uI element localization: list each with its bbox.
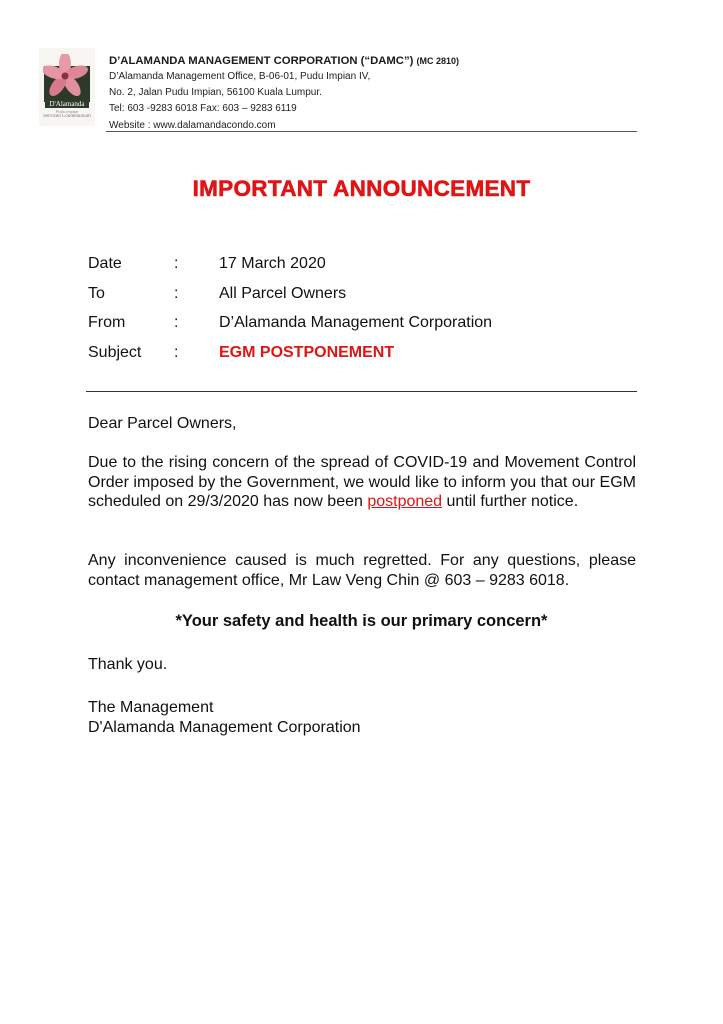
logo-name: D'Alamanda: [45, 100, 89, 108]
contact-line: Tel: 603 -9283 6018 Fax: 603 – 9283 6119: [109, 103, 297, 115]
memo-label: Subject: [88, 343, 142, 361]
address-line-1: D’Alamanda Management Office, B-06-01, Pudu Impian IV,: [109, 71, 371, 82]
mc-number: (MC 2810): [416, 56, 460, 66]
memo-value: D’Alamanda Management Corporation: [219, 314, 493, 331]
closing: Thank you.: [88, 656, 168, 673]
flower-logo-icon: [43, 54, 89, 100]
memo-value: 17 March 2020: [219, 255, 326, 272]
logo-subtitle: Pudu Impian: [55, 109, 79, 114]
letterhead-divider: [106, 131, 637, 132]
corporation-title: D’ALAMANDA MANAGEMENT CORPORATION (“DAMC”): [109, 55, 414, 67]
corporation-name: [109, 54, 459, 69]
body-paragraph-1: [88, 453, 636, 512]
memo-divider: [86, 391, 637, 392]
memo-separator: :: [174, 314, 179, 331]
paragraph-text: Due to the rising concern of the spread of COVID-19 and Movement Control Order imposed by the Government, we would like to inform you that our EGM scheduled on 29/3/2020 has now been: [88, 454, 636, 510]
memo-separator: :: [174, 284, 179, 302]
safety-note: *Your safety and health is our primary concern*: [175, 612, 548, 630]
memo-separator: :: [174, 255, 179, 272]
paragraph-text: until further notice.: [442, 493, 579, 510]
memo-label: Date: [88, 255, 122, 272]
signature-line-2: D'Alamanda Management Corporation: [88, 718, 361, 736]
memo-label: From: [88, 314, 126, 331]
memo-separator: :: [174, 343, 179, 361]
postponed-highlight: postponed: [367, 493, 443, 510]
logo-tagline: Serviced Condominium: [43, 114, 91, 119]
memo-label: To: [88, 284, 105, 302]
salutation: Dear Parcel Owners,: [88, 415, 237, 432]
letterhead: [109, 54, 459, 134]
body-paragraph-2: Any inconvenience caused is much regretted. For any questions, please contact management office, Mr Law Veng Chin @ 603 – 9283 6018.: [88, 552, 636, 589]
memo-subject-value: EGM POSTPONEMENT: [219, 343, 395, 361]
memo-value: All Parcel Owners: [219, 284, 347, 302]
page-title: IMPORTANT ANNOUNCEMENT: [192, 176, 531, 201]
address-line-2: No. 2, Jalan Pudu Impian, 56100 Kuala Lumpur.: [109, 87, 322, 99]
company-logo: [39, 48, 95, 126]
website-line: Website : www.dalamandacondo.com: [109, 119, 276, 131]
signature-block: [88, 698, 636, 737]
signature-line-1: The Management: [88, 699, 214, 716]
